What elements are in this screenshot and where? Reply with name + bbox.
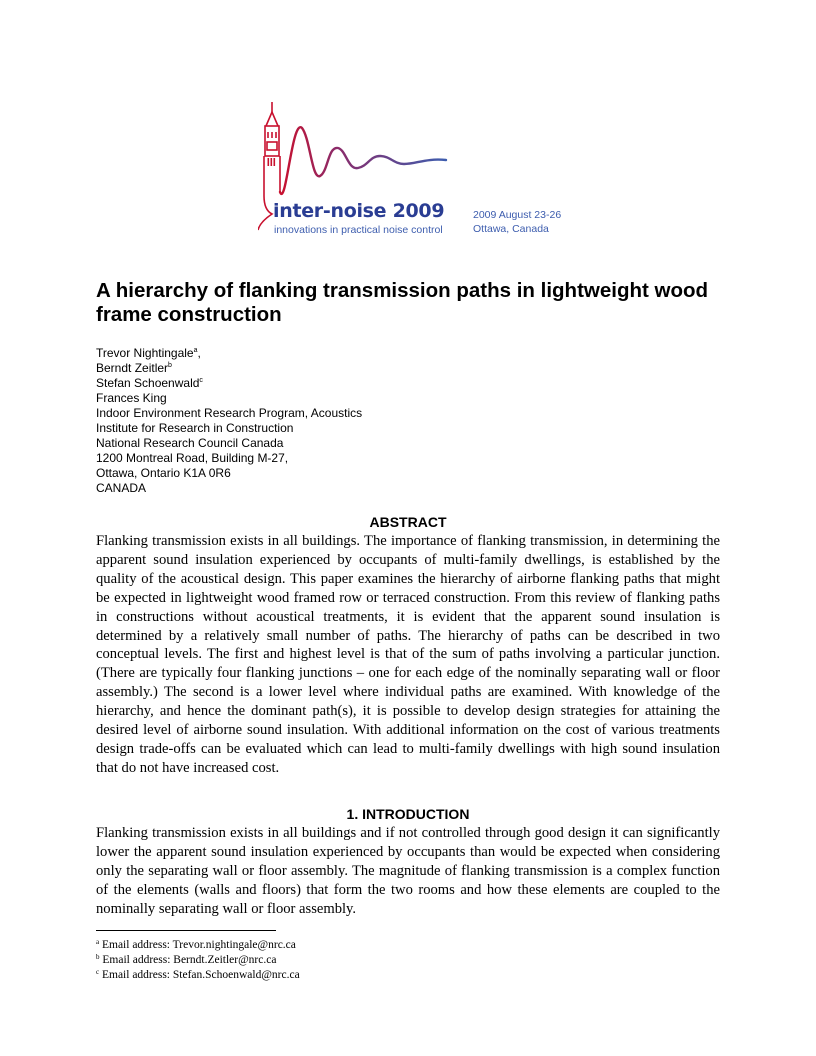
author-line: Frances King [96,391,167,405]
abstract-text: Flanking transmission exists in all buildings. The importance of flanking transmission, in determining the apparent sound insulation experienced by occupants of multi-family dwellings, is established by the quality of the acoustical design. This paper examines the hierarchy of airborne flanking paths that might be expected in lightweight wood framed row or terraced construction. From this review of flanking paths in constructions without acoustical treatments, it is evident that the apparent sound insulation is determined by a relatively small number of paths. The hierarchy of paths can be described in two conceptual levels. The first and highest level is that of the sum of paths involving a particular junction. (There are typically four flanking junctions – one for each edge of the nominally separating wall or floor assembly.) The second is a lower level where individual paths are examined. With knowledge of the hierarchy, and hence the dominant path(s), it is possible to develop design strategies for attaining the desired level of airborne sound insulation. With additional information on the cost of various treatments design trade-offs can be evaluated which can lead to multi-family dwellings with high sound insulation that do not have increased cost. [96,533,720,776]
conference-logo [258,98,562,240]
footnote: $^a$ Email address: Trevor.nightingale@nrc.ca [96,938,296,951]
author-line: Stefan Schoenwald$^c$ [96,376,203,390]
logo-title: inter-noise 2009 [273,200,445,222]
abstract-heading: ABSTRACT [369,514,447,530]
author-line: Trevor Nightingale$^a$, [96,346,201,360]
footnote: $^c$ Email address: Stefan.Schoenwald@nrc.ca [96,968,300,981]
introduction-text: Flanking transmission exists in all buildings and if not controlled through good design it can significantly lower the apparent sound insulation experienced by occupants than would be expected when considering only the separating wall or floor assembly. The magnitude of flanking transmission is a complex function of the elements (walls and floors) that form the two rooms and how these elements are coupled to the nominally separating wall or floor assembly. [96,825,720,917]
paper-title: A hierarchy of flanking transmission paths in lightweight wood frame construction [96,279,709,326]
affiliation-line: Ottawa, Ontario K1A 0R6 [96,466,231,480]
footnotes [96,938,300,983]
conference-date: 2009 August 23-26 [473,209,562,221]
affiliation-line: Institute for Research in Construction [96,421,294,435]
affiliation-line: National Research Council Canada [96,436,284,450]
introduction-heading: 1. INTRODUCTION [346,806,470,822]
author-line: Berndt Zeitler$^b$ [96,361,172,375]
affiliation-line: CANADA [96,481,147,495]
affiliation-line: Indoor Environment Research Program, Acoustics [96,406,363,420]
footnote-divider [96,930,276,931]
logo-subtitle: innovations in practical noise control [274,224,443,236]
footnote: $^b$ Email address: Berndt.Zeitler@nrc.ca [96,953,277,966]
affiliation-line: 1200 Montreal Road, Building M-27, [96,451,289,465]
conference-place: Ottawa, Canada [473,223,549,235]
author-block [96,346,362,496]
